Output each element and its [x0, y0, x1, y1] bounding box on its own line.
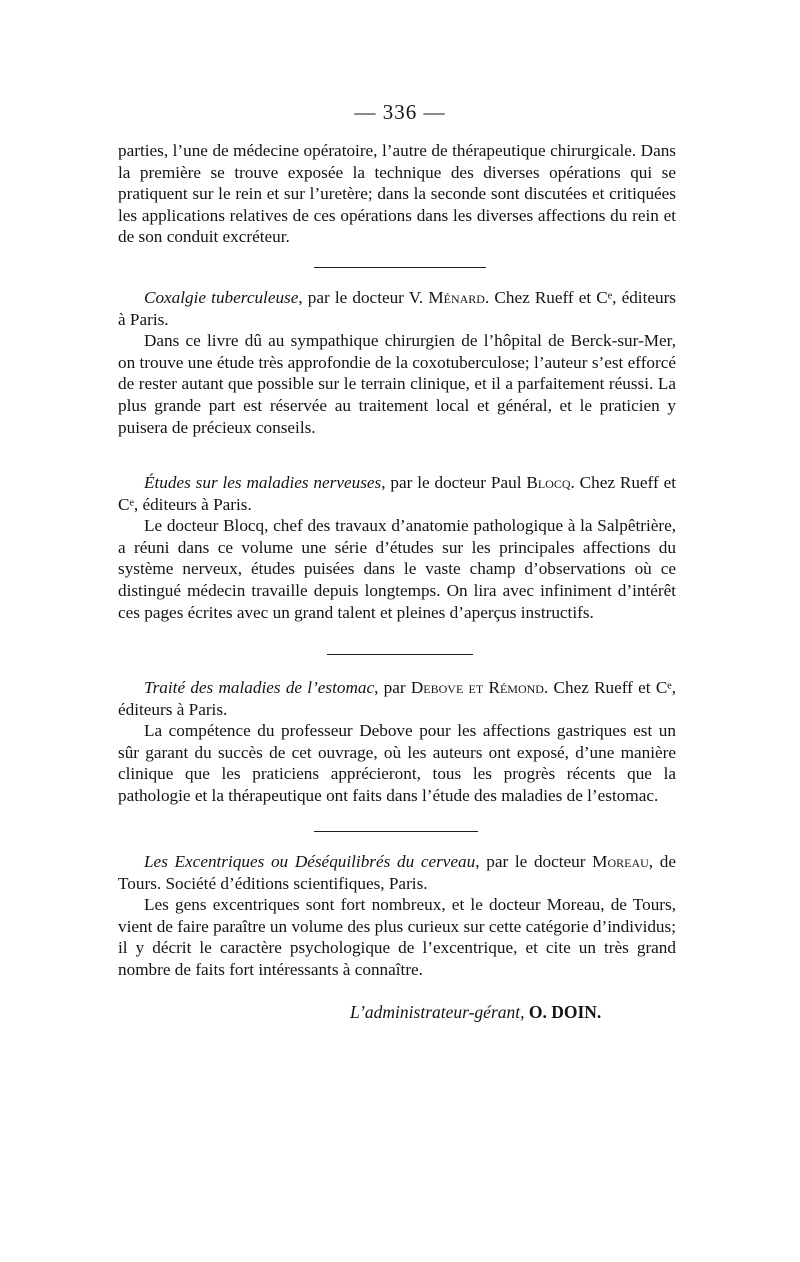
section-divider: [314, 267, 486, 268]
review-citation: [118, 287, 676, 330]
review-body: La compétence du professeur Debove pour les affections gastriques est un sûr garant du succès de cet ouvrage, où les auteurs ont exposé, d’une manière clinique que les praticiens apprécieront, tous les progrès récents que la pathologie et la thérapeutique ont faits dans l’étude des maladies de l’estomac.: [118, 721, 676, 805]
review-excentriques: [118, 851, 676, 981]
review-body: Dans ce livre dû au sympathique chirurgien de l’hôpital de Berck-sur-Mer, on trouve une étude très approfondie de la coxotuberculose; l’auteur s’est efforcé de rester autant que possible sur le terrain clinique, et il a parfaitement réussi. La plus grande part est réservée au traitement local et général, et le praticien y puisera de précieux conseils.: [118, 331, 676, 437]
continuation-text: parties, l’une de médecine opératoire, l’autre de thérapeutique chirurgicale. Dans la première se trouve exposée la technique des diverses opérations qui se pratiquent sur le rein et sur l’uretère; dans la seconde sont discutées et critiquées les applications relatives de ces opérations dans les diverses affections du rein et de son conduit excréteur.: [118, 141, 676, 247]
signature: [350, 1001, 601, 1023]
book-title: Études sur les maladies nerveuses: [144, 473, 382, 492]
citation-pre: , par le docteur Paul: [381, 473, 527, 492]
citation-post: . Chez Rueff et Cᵉ, éditeurs à Paris.: [118, 473, 676, 514]
citation-pre: , par: [374, 678, 411, 697]
review-traite: [118, 677, 676, 807]
citation-post: , de Tours. Société d’éditions scientifiques, Paris.: [118, 852, 676, 893]
signature-name: O. DOIN.: [528, 1002, 602, 1022]
signature-role: L’administrateur-gérant,: [350, 1002, 525, 1022]
review-citation: [118, 472, 676, 515]
section-divider: [314, 831, 478, 832]
citation-pre: , par le docteur: [475, 852, 593, 871]
page-number: — 336 —: [354, 100, 446, 124]
citation-post: . Chez Rueff et Cᵉ, éditeurs à Paris.: [118, 678, 676, 719]
review-body: Les gens excentriques sont fort nombreux, et le docteur Moreau, de Tours, vient de faire paraître un volume des plus curieux sur cette catégorie d’individus; il y décrit le caractère psychologique de l’excentrique, et cite un très grand nombre de faits fort intéressants à connaître.: [118, 895, 676, 979]
book-title: Traité des maladies de l’estomac: [144, 678, 375, 697]
continuation-paragraph: [118, 140, 676, 248]
review-citation: [118, 851, 676, 894]
author-name: Ménard: [428, 288, 485, 307]
citation-pre: , par le docteur V.: [298, 288, 429, 307]
author-name: Blocq: [526, 473, 571, 492]
review-etudes: [118, 472, 676, 623]
author-name: Debove et Rémond: [410, 678, 544, 697]
section-divider: [327, 654, 473, 655]
author-name: Moreau: [592, 852, 649, 871]
review-citation: [118, 677, 676, 720]
review-body: Le docteur Blocq, chef des travaux d’anatomie pathologique à la Salpêtrière, a réuni dans ce volume une série d’études sur les principales affections du système nerveux, études puisées dans le vaste champ d’observations où ce distingué médecin travaille depuis longtemps. On lira avec infiniment d’intérêt ces pages écrites avec un grand talent et pleines d’aperçus instructifs.: [118, 516, 676, 622]
review-coxalgie: [118, 287, 676, 438]
citation-post: . Chez Rueff et Cᵉ, éditeurs à Paris.: [118, 288, 676, 329]
book-title: Coxalgie tuberculeuse: [144, 288, 299, 307]
book-title: Les Excentriques ou Déséquilibrés du cerveau: [144, 852, 476, 871]
